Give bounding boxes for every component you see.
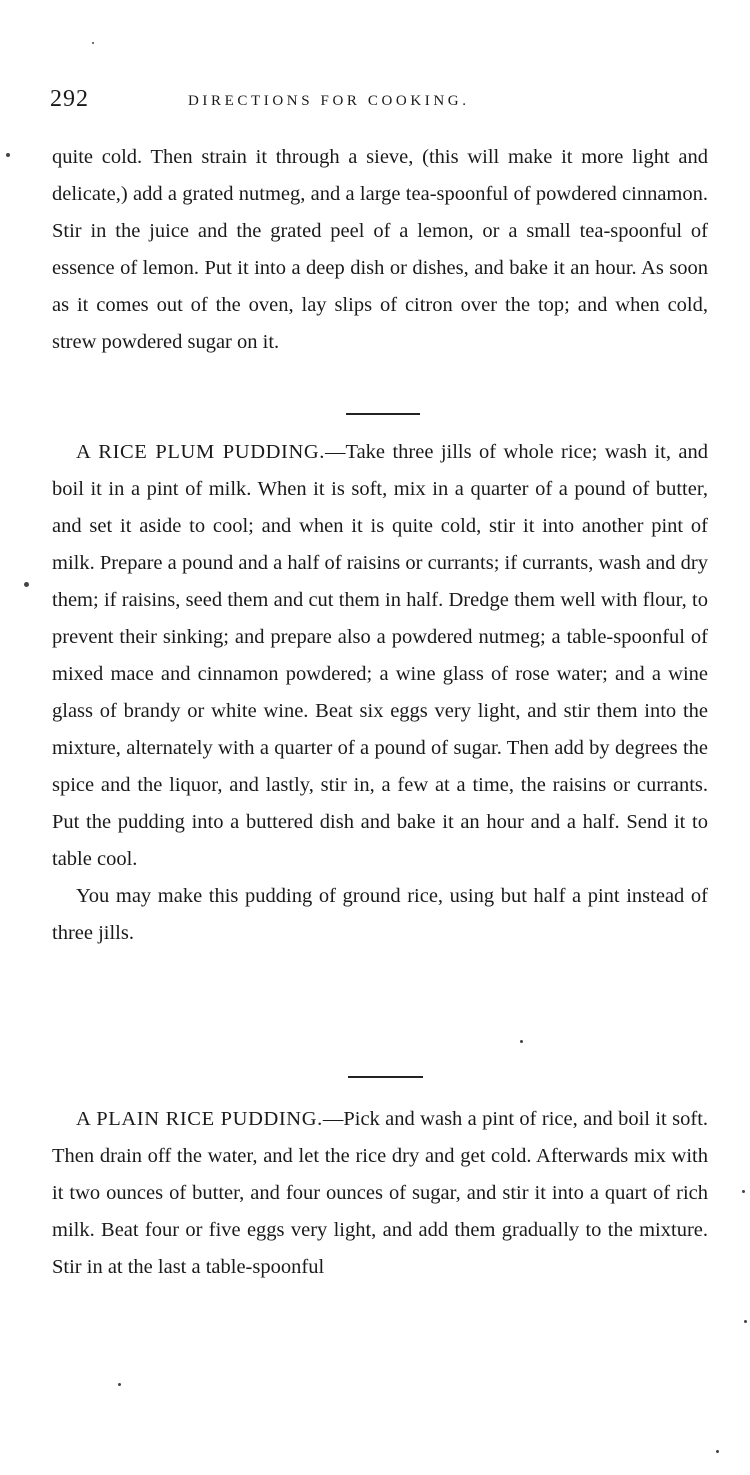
running-head bbox=[50, 86, 710, 116]
rice-plum-pudding-paragraph bbox=[52, 434, 708, 878]
section-divider bbox=[348, 1076, 423, 1078]
plain-rice-pudding-text: —Pick and wash a pint of rice, and boil it soft. Then drain off the water, and let the rice dry and get cold. Afterwards mix with it two ounces of butter, and four ounces of sugar, and stir it into a quart of rich milk. Beat four or five eggs very light, and add them gradually to the mixture. Stir in at the last a table-spoonful bbox=[52, 1108, 709, 1278]
paper-speck bbox=[92, 42, 94, 44]
plain-rice-pudding-paragraph bbox=[52, 1101, 708, 1286]
rice-plum-pudding-heading: A RICE PLUM PUDDING. bbox=[76, 441, 325, 463]
plain-rice-pudding-section bbox=[52, 1101, 708, 1286]
paper-speck bbox=[716, 1450, 719, 1453]
paper-speck bbox=[520, 1040, 523, 1043]
paper-speck bbox=[744, 1320, 747, 1323]
paper-speck bbox=[118, 1383, 121, 1386]
running-title: DIRECTIONS FOR COOKING. bbox=[188, 93, 470, 109]
rice-plum-pudding-section bbox=[52, 434, 708, 952]
paper-speck bbox=[24, 582, 29, 587]
section-divider bbox=[346, 413, 420, 415]
paper-speck bbox=[6, 153, 10, 157]
rice-plum-pudding-text: —Take three jills of whole rice; wash it, and boil it in a pint of milk. When it is soft, mix in a quarter of a pound of butter, and set it aside to cool; and when it is quite cold, stir it into another pint of milk. Prepare a pound and a half of raisins or currants; if currants, wash and dry them; if raisins, seed them and cut them in half. Dredge them well with flour, to prevent their sinking; and prepare also a powdered nutmeg; a table-spoonful of mixed mace and cinnamon powdered; a wine glass of rose water; and a wine glass of brandy or white wine. Beat six eggs very light, and stir them into the mixture, alternately with a quarter of a pound of sugar. Then add by degrees the spice and the liquor, and lastly, stir in, a few at a time, the raisins or currants. Put the pudding into a buttered dish and bake it an hour and a half. Send it to table cool. bbox=[52, 441, 708, 870]
continuation-paragraph: quite cold. Then strain it through a sieve, (this will make it more light and delicate,) add a grated nutmeg, and a large tea-spoonful of powdered cinnamon. Stir in the juice and the grated peel of a lemon, or a small tea-spoonful of essence of lemon. Put it into a deep dish or dishes, and bake it an hour. As soon as it comes out of the oven, lay slips of citron over the top; and when cold, strew powdered sugar on it. bbox=[52, 146, 708, 353]
plain-rice-pudding-heading: A PLAIN RICE PUDDING. bbox=[76, 1108, 323, 1130]
paper-speck bbox=[742, 1190, 745, 1193]
rice-plum-pudding-note: You may make this pudding of ground rice, using but half a pint instead of three jills. bbox=[52, 885, 708, 944]
continuation-paragraph-block bbox=[52, 139, 708, 361]
page-number: 292 bbox=[50, 86, 89, 112]
